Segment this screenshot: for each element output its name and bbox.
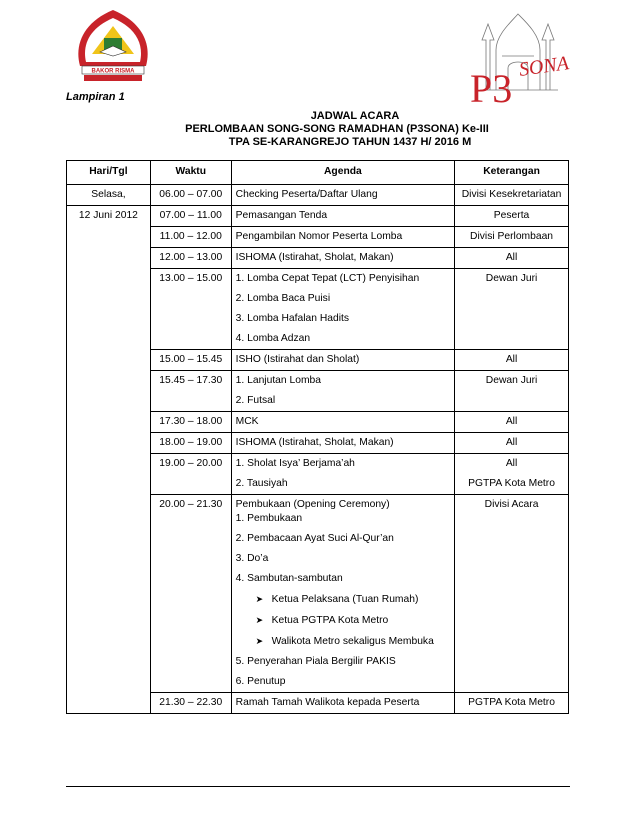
table-row — [67, 227, 569, 248]
note-cell: All — [455, 412, 569, 433]
note-cell: Divisi Kesekretariatan — [455, 185, 569, 206]
agenda-item: 3. Do’a — [235, 553, 269, 564]
time-cell: 15.00 – 15.45 — [150, 350, 231, 371]
agenda-item: 2. Lomba Baca Puisi — [235, 293, 331, 304]
agenda-cell: Ramah Tamah Walikota kepada Peserta — [231, 693, 454, 714]
table-row — [67, 206, 569, 227]
time-cell: 20.00 – 21.30 — [150, 495, 231, 693]
time-cell: 19.00 – 20.00 — [150, 454, 231, 495]
agenda-cell — [231, 495, 454, 693]
note-cell: All — [455, 350, 569, 371]
bullet-text: Ketua Pelaksana (Tuan Rumah) — [271, 594, 419, 605]
p3sona-logo — [466, 10, 576, 110]
agenda-cell: Pengambilan Nomor Peserta Lomba — [231, 227, 454, 248]
note-cell: Divisi Perlombaan — [455, 227, 569, 248]
agenda-item: 2. Pembacaan Ayat Suci Al-Qur’an — [235, 533, 394, 544]
header-time: Waktu — [150, 161, 231, 185]
note-cell: Divisi Acara — [455, 495, 569, 693]
table-row — [67, 185, 569, 206]
document-title: JADWAL ACARA — [310, 110, 400, 122]
table-row — [67, 248, 569, 269]
agenda-item: 6. Penutup — [235, 676, 286, 687]
footer-divider — [66, 786, 570, 787]
note-cell — [455, 454, 569, 495]
table-row — [67, 454, 569, 495]
time-cell: 18.00 – 19.00 — [150, 433, 231, 454]
logo-caption: BAKOR RISMA — [91, 68, 135, 75]
time-cell: 17.30 – 18.00 — [150, 412, 231, 433]
note-item: PGTPA Kota Metro — [468, 478, 555, 489]
agenda-cell — [231, 371, 454, 412]
time-cell: 06.00 – 07.00 — [150, 185, 231, 206]
time-cell: 15.45 – 17.30 — [150, 371, 231, 412]
arrow-bullet-icon: ➤ — [255, 636, 264, 646]
agenda-item: 2. Futsal — [235, 395, 276, 406]
header-note: Keterangan — [455, 161, 569, 185]
logo-sona: SONA — [517, 52, 571, 81]
agenda-item: 1. Sholat Isya’ Berjama’ah — [235, 458, 355, 469]
agenda-bullet — [236, 613, 450, 628]
agenda-item: 5. Penyerahan Piala Bergilir PAKIS — [235, 656, 396, 667]
header-day: Hari/Tgl — [67, 161, 151, 185]
table-row — [67, 693, 569, 714]
agenda-item: 4. Lomba Adzan — [235, 333, 311, 344]
day-cell: Selasa, — [67, 185, 151, 206]
agenda-item: 1. Lanjutan Lomba — [235, 375, 321, 386]
logo-p3: P3 — [470, 66, 513, 110]
note-item: All — [505, 458, 518, 469]
agenda-heading: Pembukaan (Opening Ceremony) — [235, 499, 390, 510]
agenda-item: 4. Sambutan-sambutan — [235, 573, 343, 584]
table-header-row — [67, 161, 569, 185]
note-cell: Dewan Juri — [455, 371, 569, 412]
bullet-text: Ketua PGTPA Kota Metro — [271, 615, 389, 626]
attachment-label: Lampiran 1 — [66, 91, 125, 103]
time-cell: 07.00 – 11.00 — [150, 206, 231, 227]
arrow-bullet-icon: ➤ — [255, 594, 264, 604]
bakor-risma-logo — [70, 4, 156, 88]
document-subtitle-2: TPA SE-KARANGREJO TAHUN 1437 H/ 2016 M — [228, 136, 472, 148]
table-row — [67, 412, 569, 433]
agenda-item: 2. Tausiyah — [235, 478, 288, 489]
note-cell: All — [455, 433, 569, 454]
note-cell: All — [455, 248, 569, 269]
table-row — [67, 371, 569, 412]
note-cell: Dewan Juri — [455, 269, 569, 350]
agenda-bullet — [236, 592, 450, 607]
time-cell: 11.00 – 12.00 — [150, 227, 231, 248]
agenda-cell: Checking Peserta/Daftar Ulang — [231, 185, 454, 206]
table-row — [67, 269, 569, 350]
table-row — [67, 433, 569, 454]
document-subtitle: PERLOMBAAN SONG-SONG RAMADHAN (P3SONA) Ke-III — [185, 123, 489, 135]
agenda-cell: ISHO (Istirahat dan Sholat) — [231, 350, 454, 371]
agenda-cell: ISHOMA (Istirahat, Sholat, Makan) — [231, 248, 454, 269]
time-cell: 12.00 – 13.00 — [150, 248, 231, 269]
time-cell: 13.00 – 15.00 — [150, 269, 231, 350]
table-row — [67, 495, 569, 693]
agenda-bullet — [236, 634, 450, 649]
agenda-cell — [231, 454, 454, 495]
header-agenda: Agenda — [231, 161, 454, 185]
schedule-table — [66, 160, 569, 714]
agenda-cell: Pemasangan Tenda — [231, 206, 454, 227]
agenda-cell — [231, 269, 454, 350]
agenda-item: 1. Pembukaan — [235, 513, 303, 524]
agenda-item: 1. Lomba Cepat Tepat (LCT) Penyisihan — [235, 273, 420, 284]
arrow-bullet-icon: ➤ — [255, 615, 264, 625]
note-cell: Peserta — [455, 206, 569, 227]
note-cell: PGTPA Kota Metro — [455, 693, 569, 714]
date-cell: 12 Juni 2012 — [67, 206, 151, 227]
agenda-item: 3. Lomba Hafalan Hadits — [235, 313, 350, 324]
bullet-text: Walikota Metro sekaligus Membuka — [271, 636, 434, 647]
agenda-cell: MCK — [231, 412, 454, 433]
agenda-cell: ISHOMA (Istirahat, Sholat, Makan) — [231, 433, 454, 454]
time-cell: 21.30 – 22.30 — [150, 693, 231, 714]
table-row — [67, 350, 569, 371]
